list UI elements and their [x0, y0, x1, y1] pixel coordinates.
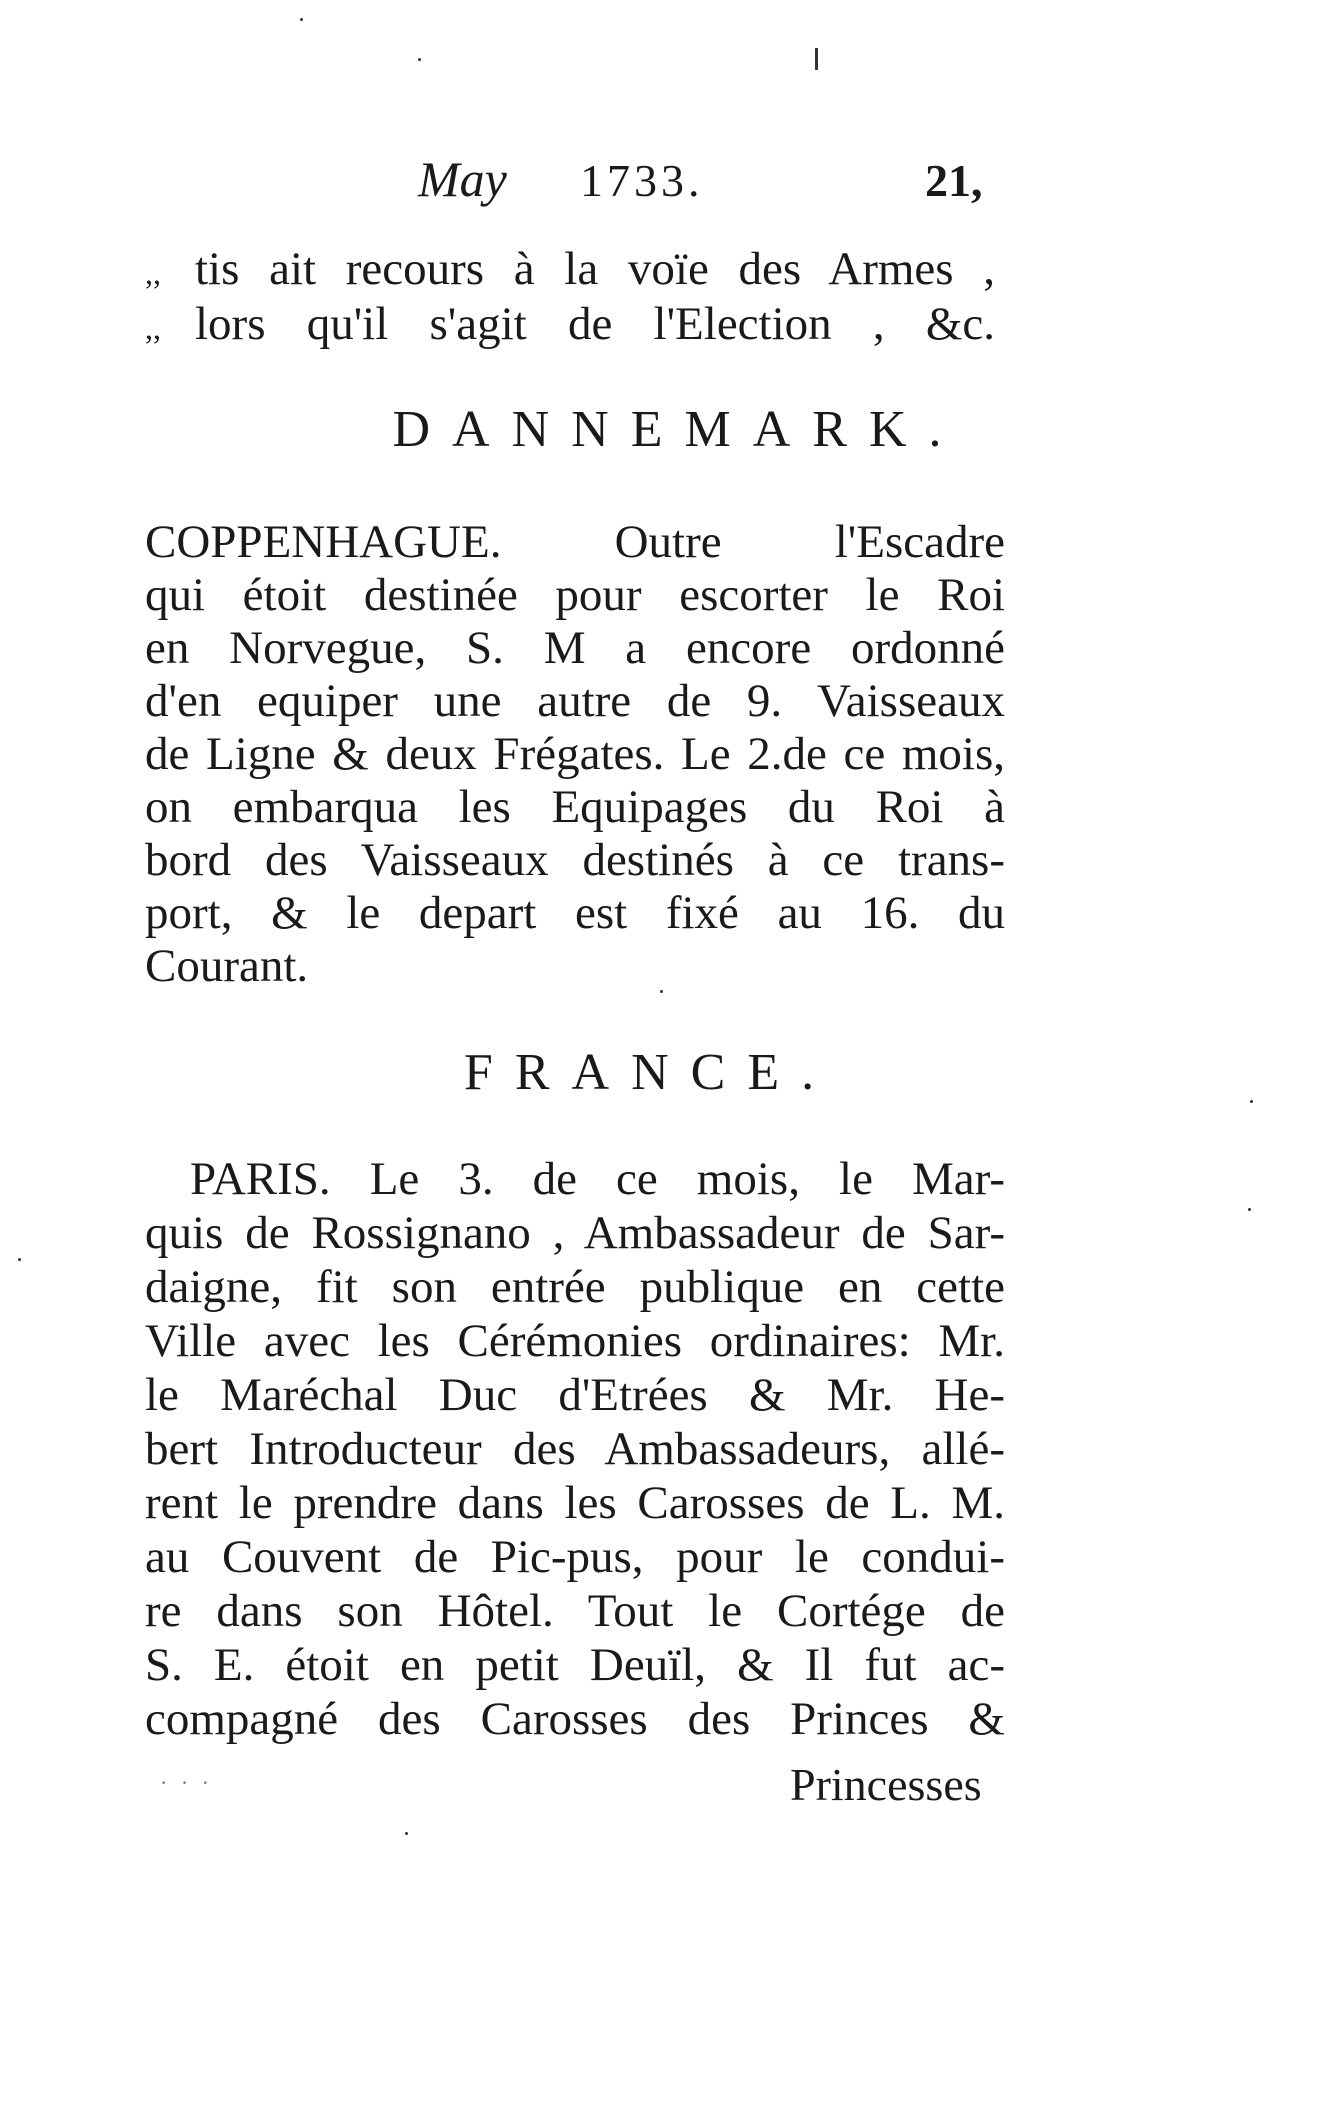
text-line: port, & le depart est fixé au 16. du — [145, 887, 1005, 939]
text-line: le Maréchal Duc d'Etrées & Mr. He- — [145, 1369, 1005, 1421]
text-line: S. E. étoit en petit Deuïl, & Il fut ac- — [145, 1639, 1005, 1691]
quote-mark: ,, — [145, 255, 161, 291]
text-line: on embarqua les Equipages du Roi à — [145, 781, 1005, 833]
line-text: lors qu'il s'agit de l'Election , &c. — [195, 298, 995, 350]
catchword: Princesses — [790, 1759, 982, 1810]
text-line: en Norvegue, S. M a encore ordonné — [145, 622, 1005, 674]
text-line: d'en equiper une autre de 9. Vaisseaux — [145, 675, 1005, 727]
page-number: 21, — [925, 155, 983, 206]
ink-mark — [815, 48, 818, 70]
ink-speck — [18, 1258, 21, 1261]
text-line: Courant. — [145, 940, 309, 992]
header-year: 1733. — [580, 155, 704, 206]
text-line: compagné des Carosses des Princes & — [145, 1693, 1005, 1745]
text-line: PARIS. Le 3. de ce mois, le Mar- — [190, 1153, 1005, 1205]
text-line: bord des Vaisseaux destinés à ce trans- — [145, 834, 1005, 886]
text-line: bert Introducteur des Ambassadeurs, allé- — [145, 1423, 1005, 1475]
section-heading-france: FRANCE. — [463, 1044, 837, 1101]
text-line: rent le prendre dans les Carosses de L. M. — [145, 1477, 1005, 1529]
section-heading-dannemark: DANNEMARK. — [392, 401, 964, 458]
text-line: COPPENHAGUE. Outre l'Escadre — [145, 516, 1005, 568]
quoted-line — [145, 243, 1005, 295]
text-line: Ville avec les Cérémonies ordinaires: Mr. — [145, 1315, 1005, 1367]
signature-mark: · · · — [160, 1770, 213, 1795]
text-line: de Ligne & deux Frégates. Le 2.de ce mois, — [145, 728, 1005, 780]
running-header — [0, 150, 1324, 220]
quote-mark: ,, — [145, 310, 161, 346]
ink-speck — [405, 1832, 408, 1835]
text-line: qui étoit destinée pour escorter le Roi — [145, 569, 1005, 621]
text-line: quis de Rossignano , Ambassadeur de Sar- — [145, 1207, 1005, 1259]
quoted-line — [145, 298, 1005, 350]
text-line: daigne, fit son entrée publique en cette — [145, 1261, 1005, 1313]
line-text: tis ait recours à la voïe des Armes , — [195, 243, 995, 295]
text-line: re dans son Hôtel. Tout le Cortége de — [145, 1585, 1005, 1637]
header-month: May — [418, 151, 507, 207]
ink-speck — [1248, 1208, 1251, 1211]
ink-speck — [418, 58, 421, 61]
ink-speck — [300, 18, 303, 21]
text-line: au Couvent de Pic-pus, pour le condui- — [145, 1531, 1005, 1583]
